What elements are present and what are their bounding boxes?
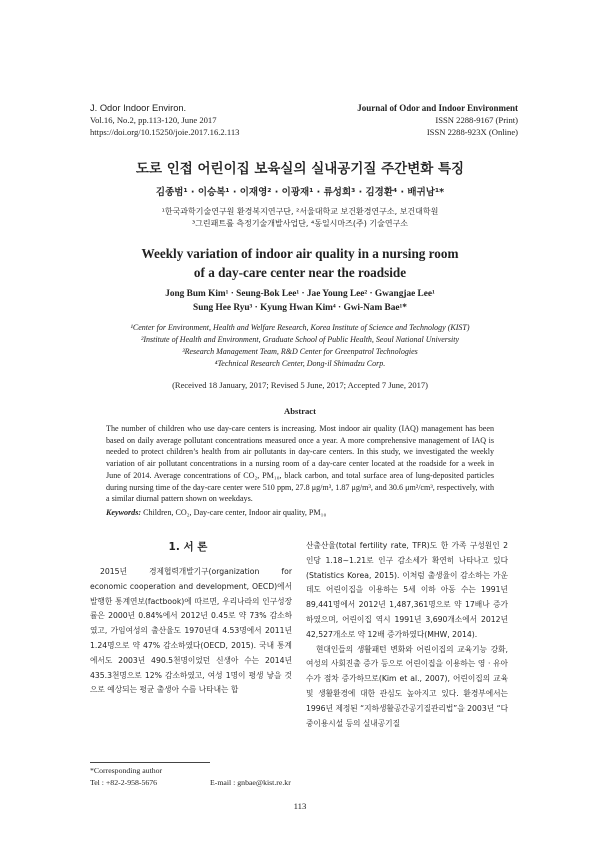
title-en-line: of a day-care center near the roadside	[193, 265, 407, 280]
title-en-line: Weekly variation of indoor air quality in a nursing room	[141, 246, 459, 261]
journal-doi: https://doi.org/10.15250/joie.2017.16.2.113	[90, 127, 240, 137]
authors-en-line: Sung Hee Ryu³ · Kyung Hwan Kim⁴ · Gwi-Nam Bae¹*	[193, 303, 407, 313]
footnote-divider	[90, 762, 210, 763]
issn-print: ISSN 2288-9167 (Print)	[435, 115, 518, 125]
journal-abbrev: J. Odor Indoor Environ.	[90, 103, 187, 113]
keywords-label: Keywords:	[106, 508, 142, 517]
section-title-introduction: 1. 서 론	[168, 541, 208, 553]
affiliation-en-line: ²Institute of Health and Environment, Graduate School of Public Health, Seoul National University	[140, 335, 460, 344]
paragraph: 산출산율(total fertility rate, TFR)도 한 가족 구성원인 2인당 1.18~1.21로 인구 감소세가 확연히 나타나고 있다(Statistics Korea, 2015). 이처럼 출생율이 감소하는 가운데도 어린이집을 이용하는 5세 이하 아동 수는 1991년 89,441명에서 2012년 1,487,361명으로 약 17배나 증가하였으며, 어린이집 역시 1991년 3,690개소에서 2012년 42,527개소로 약 12배 증가하였다(MHW, 2014).	[306, 541, 508, 639]
paragraph: 현대인들의 생활패턴 변화와 어린이집의 교육기능 강화, 여성의 사회진출 증가 등으로 어린이집을 이용하는 영 · 유아 수가 점차 증가하므로(Kim et al., 2007), 어린이집의 교육 및 생활환경에 대한 관심도 높아지고 있다. 환경부에서는 1996년 제정된 “지하생활공간공기질관리법”을 2003년 “다중이용시설 등의 실내공기질	[306, 644, 508, 728]
footnote-tel: Tel : +82-2-958-5676	[90, 778, 158, 787]
issn-online: ISSN 2288-923X (Online)	[426, 127, 518, 137]
body-column-right	[306, 539, 508, 731]
keywords	[106, 508, 496, 517]
paragraph: 2015년 경제협력개발기구(organization for economic cooperation and development, OECD)에서 발행한 통계연보(factbook)에 따르면, 우리나라의 인구성장률은 2000년 0.84%에서 2012년 0.45로 약 73% 감소하였고, 가임여성의 출산율도 1970년대 4.53명에서 2011년 1.24명으로 약 47% 감소하였다(OECD, 2015). 국내 통계에서도 2003년 490.5천명이었던 신생아 수는 2014년 435.3천명으로 12% 감소하였고, 여성 1명이 평생 낳을 것으로 예상되는 평균 출생아 수를 나타내는 합	[90, 567, 292, 695]
title-english	[0, 244, 600, 282]
journal-title: Journal of Odor and Indoor Environment	[357, 103, 518, 113]
footnote-email: E-mail : gnbae@kist.re.kr	[210, 778, 291, 787]
journal-header-left	[90, 102, 239, 138]
authors-en-line: Jong Bum Kim¹ · Seung-Bok Lee¹ · Jae Young Lee² · Gwangjae Lee¹	[165, 289, 435, 299]
affiliations-korean	[0, 206, 600, 230]
keywords-text: Children, CO₂, Day-care center, Indoor air quality, PM₁₀	[143, 508, 327, 517]
affiliation-en-line: ³Research Management Team, R&D Center for Greenpatrol Technologies	[182, 347, 418, 356]
affiliation-en-line: ¹Center for Environment, Health and Welfare Research, Korea Institute of Science and Technology (KIST)	[130, 323, 470, 332]
body-column-left	[90, 565, 292, 698]
page-number: 113	[293, 801, 307, 811]
title-korean: 도로 인접 어린이집 보육실의 실내공기질 주간변화 특징	[135, 161, 465, 177]
affiliations-english	[0, 322, 600, 370]
journal-volume: Vol.16, No.2, pp.113-120, June 2017	[90, 115, 217, 125]
journal-header-right	[357, 102, 518, 138]
footnote-corresponding: *Corresponding author	[90, 766, 163, 775]
affiliation-ko-line: ³그린패트롤 측정기술개발사업단, ⁴동일시마즈(주) 기술연구소	[191, 219, 409, 228]
authors-english	[0, 287, 600, 315]
authors-korean: 김종범¹ · 이승복¹ · 이재영² · 이광재¹ · 류성희³ · 김경환⁴ · 배귀남¹*	[155, 187, 445, 198]
abstract-text: The number of children who use day-care centers is increasing. Most indoor air quality (IAQ) management has been based on daily average pollutant concentrations measured once a year. A more comprehensive management of IAQ is needed to protect children’s health from air pollutants in day-care centers. In this study, we investigated the weekly variation of air pollutant concentrations in a nursing room of a day-care center located at the roadside for a week in June of 2014. Average concentrations of CO₂, PM₁₀, black carbon, and total surface area of lung-deposited particles during nursing time of the day-care center were 510 ppm, 27.8 μg/m³, 1.87 μg/m³, and 30.6 μm²/cm³, respectively, with a similar diurnal pattern shown on weekdays.	[106, 424, 494, 504]
affiliation-en-line: ⁴Technical Research Center, Dong-il Shimadzu Corp.	[214, 359, 386, 368]
affiliation-ko-line: ¹한국과학기술연구원 환경복지연구단, ²서울대학교 보건환경연구소, 보건대학원	[161, 207, 439, 216]
abstract-heading: Abstract	[284, 406, 316, 416]
received-dates: (Received 18 January, 2017; Revised 5 June, 2017; Accepted 7 June, 2017)	[172, 380, 428, 390]
